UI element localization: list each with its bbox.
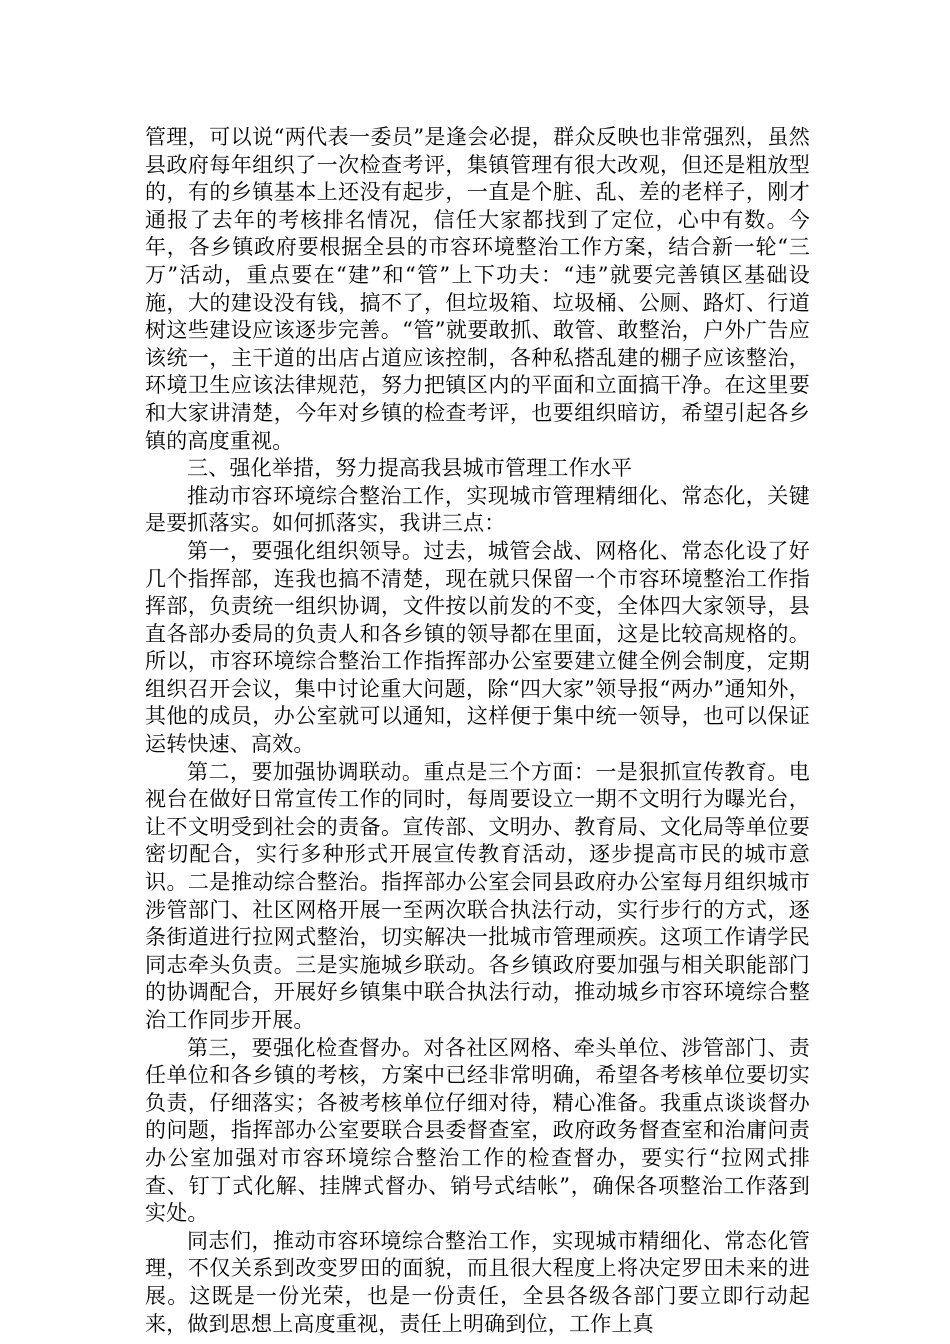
paragraph-point-two-coordination: 第二，要加强协调联动。重点是三个方面：一是狠抓宣传教育。电视台在做好日常宣传工作的同时，每周要设立一期不文明行为曝光台，让不文明受到社会的责备。宣传部、文明办、教育局、文化局等单位要密切配合，实行多种形式开展宣传教育活动，逐步提高市民的城市意识。二是推动综合整治。指挥部办公室会同县政府办公室每月组织城市涉管部门、社区网格开展一至两次联合执法行动，实行步行的方式，逐条街道进行拉网式整治，切实解决一批城市管理顽疾。这项工作请学民同志牵头负责。三是实施城乡联动。各乡镇政府要加强与相关职能部门的协调配合，开展好乡镇集中联合执法行动，推动城乡市容环境综合整治工作同步开展。 xyxy=(145,759,810,1032)
paragraph-closing-remarks: 同志们，推动市容环境综合整治工作，实现城市精细化、常态化管理，不仅关系到改变罗田的面貌，而且很大程度上将决定罗田未来的进展。这既是一份光荣，也是一份责任，全县各级各部门要立即行动起来，做到思想上高度重视，责任上明确到位，工作上真 xyxy=(145,1228,810,1336)
paragraph-implementation-intro: 推动市容环境综合整治工作，实现城市管理精细化、常态化，关键是要抓落实。如何抓落实，我讲三点： xyxy=(145,483,810,536)
section-heading-strengthen-measures: 三、强化举措，努力提高我县城市管理工作水平 xyxy=(187,456,633,481)
paragraph-rural-town-management: 管理，可以说“两代表一委员”是逢会必提，群众反映也非常强烈，虽然县政府每年组织了一次检查考评，集镇管理有很大改观，但还是粗放型的，有的乡镇基本上还没有起步，一直是个脏、乱、差的老样子，刚才通报了去年的考核排名情况，信任大家都找到了定位，心中有数。今年，各乡镇政府要根据全县的市容环境整治工作方案，结合新一轮“三万”活动，重点要在“建”和“管”上下功夫：“违”就要完善镇区基础设施，大的建设没有钱，搞不了，但垃圾箱、垃圾桶、公厕、路灯、行道树这些建设应该逐步完善。“管”就要敢抓、敢管、敢整治，户外广告应该统一，主干道的出店占道应该控制，各种私搭乱建的棚子应该整治，环境卫生应该法律规范，努力把镇区内的平面和立面搞干净。在这里要和大家讲清楚，今年对乡镇的检查考评，也要组织暗访，希望引起各乡镇的高度重视。 xyxy=(145,125,810,453)
paragraph-point-one-leadership: 第一，要强化组织领导。过去，城管会战、网格化、常态化设了好几个指挥部，连我也搞不清楚，现在就只保留一个市容环境整治工作指挥部，负责统一组织协调，文件按以前发的不变，全体四大家领导，县直各部办委局的负责人和各乡镇的领导都在里面，这是比较高规格的。所以，市容环境综合整治工作指挥部办公室要建立健全例会制度，定期组织召开会议，集中讨论重大问题，除“四大家”领导报“两办”通知外，其他的成员，办公室就可以通知，这样便于集中统一领导，也可以保证运转快速、高效。 xyxy=(145,538,810,757)
paragraph-point-three-inspection: 第三，要强化检查督办。对各社区网格、牵头单位、涉管部门、责任单位和各乡镇的考核，方案中已经非常明确，希望各考核单位要切实负责，仔细落实；各被考核单位仔细对待，精心准备。我重点谈谈督办的问题，指挥部办公室要联合县委督查室，政府政务督查室和治庸问责办公室加强对市容环境综合整治工作的检查督办，要实行“拉网式排查、钉丁式化解、挂牌式督办、销号式结帐”，确保各项整治工作落到实处。 xyxy=(145,1035,810,1226)
document-page xyxy=(145,124,810,1338)
